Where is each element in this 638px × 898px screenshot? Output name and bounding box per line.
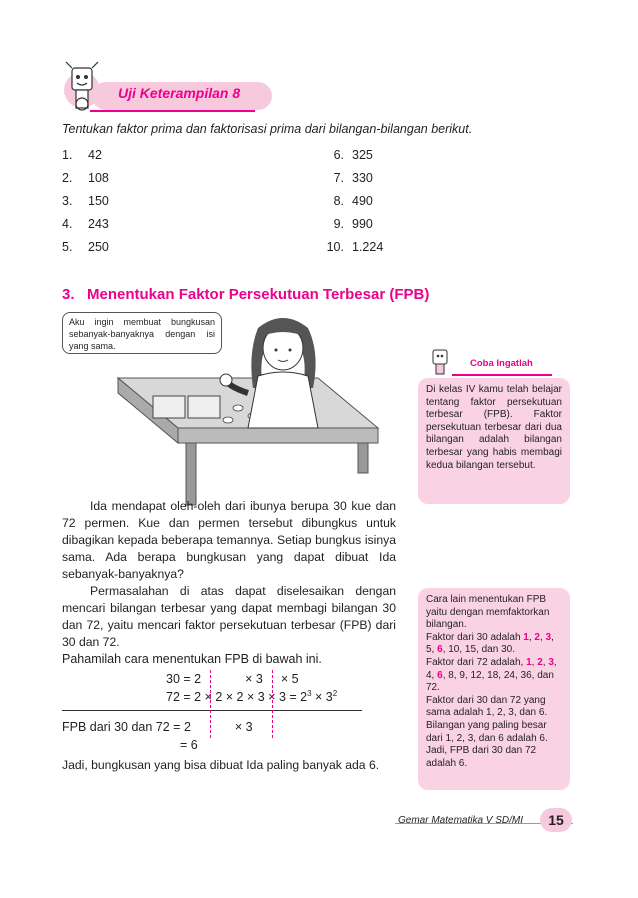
reminder-label: Coba Ingatlah bbox=[470, 358, 533, 369]
girl-illustration bbox=[108, 308, 408, 508]
calc-instruction: Pahamilah cara menentukan FPB di bawah ini. bbox=[62, 652, 322, 666]
section-title: 3. Menentukan Faktor Persekutuan Terbesar (FPB) bbox=[62, 286, 430, 303]
header-title: Uji Keterampilan 8 bbox=[118, 85, 241, 101]
speech-bubble: Aku ingin membuat bungkusan sebanyak-banyaknya dengan isi yang sama. bbox=[62, 312, 222, 354]
alt-intro: Cara lain menentukan FPB yaitu dengan memfaktorkan bilangan. bbox=[426, 594, 550, 631]
alt-factors-30: Faktor dari 30 adalah 1, 2, 3, 5, 6, 10, 15, dan 30. bbox=[426, 631, 554, 656]
page-number: 15 bbox=[540, 808, 572, 832]
footer-book-title: Gemar Matematika V SD/MI bbox=[398, 815, 524, 826]
reminder-mascot-icon bbox=[428, 346, 452, 376]
alt-conclusion: Jadi, FPB dari 30 dan 72 adalah 6. bbox=[426, 745, 537, 769]
reminder-box: Di kelas IV kamu telah belajar tentang faktor persekutuan terbesar (FPB). Faktor persekutuan terbesar dari dua bilangan adalah bilangan terbesar yang habis membagi kedua bilangan tersebut. bbox=[418, 378, 570, 504]
calc-line-30: 30 = 2 × 3 × 5 bbox=[166, 672, 299, 686]
alt-factors-72: Faktor dari 72 adalah, 1, 2, 3, 4, 6, 8, 9, 12, 18, 24, 36, dan 72. bbox=[426, 656, 557, 694]
solution-paragraph: Permasalahan di atas dapat diselesaikan dengan mencari bilangan terbesar yang dapat membagi bilangan 30 dan 72, yaitu mencari faktor persekutuan terbesar (FPB) dari 30 dan 72. bbox=[62, 584, 396, 649]
calc-line-72: $72 = 2 \times 2 \times 2 \times 3 \times 3 = 2^3 \times 3^2$ bbox=[166, 689, 338, 705]
exercise-item: 7. 330 bbox=[333, 171, 373, 185]
alt-common: Faktor dari 30 dan 72 yang sama adalah 1, 2, 3, dan 6. bbox=[426, 694, 548, 719]
conclusion-paragraph: Jadi, bungkusan yang bisa dibuat Ida paling banyak ada 6. bbox=[62, 758, 380, 772]
exercise-item: 5. 250 bbox=[62, 240, 109, 254]
story-paragraph: Ida mendapat oleh-oleh dari ibunya berupa 30 kue dan 72 permen. Kue dan permen tersebut dibungkus untuk dibagikan kepada beberapa temannya. Setiap bungkus isinya sama. Ada berapa bungkusan yang dapat dibuat Ida sebanyak-banyaknya? bbox=[62, 499, 396, 581]
guide-line bbox=[210, 670, 211, 738]
exercise-item: 3. 150 bbox=[62, 194, 109, 208]
exercise-item: 6. 325 bbox=[333, 148, 373, 162]
header-underline bbox=[90, 110, 255, 112]
exercise-item: 4. 243 bbox=[62, 217, 109, 231]
fpb-result-line: FPB dari 30 dan 72 = 2 × 3 bbox=[62, 720, 253, 734]
alternative-method-box bbox=[418, 588, 570, 790]
exercise-item: 2. 108 bbox=[62, 171, 109, 185]
alt-largest: Bilangan yang paling besar dari 1, 2, 3, dan 6 adalah 6. bbox=[426, 719, 548, 744]
exercise-item: 1. 42 bbox=[62, 148, 102, 162]
calc-divider bbox=[62, 710, 362, 711]
exercise-item: 9. 990 bbox=[333, 217, 373, 231]
exercise-instruction: Tentukan faktor prima dan faktorisasi prima dari bilangan-bilangan berikut. bbox=[62, 122, 473, 136]
fpb-result-value: = 6 bbox=[180, 738, 198, 752]
exercise-item: 10. 1.224 bbox=[326, 240, 384, 254]
exercise-item: 8. 490 bbox=[333, 194, 373, 208]
guide-line bbox=[272, 670, 273, 738]
